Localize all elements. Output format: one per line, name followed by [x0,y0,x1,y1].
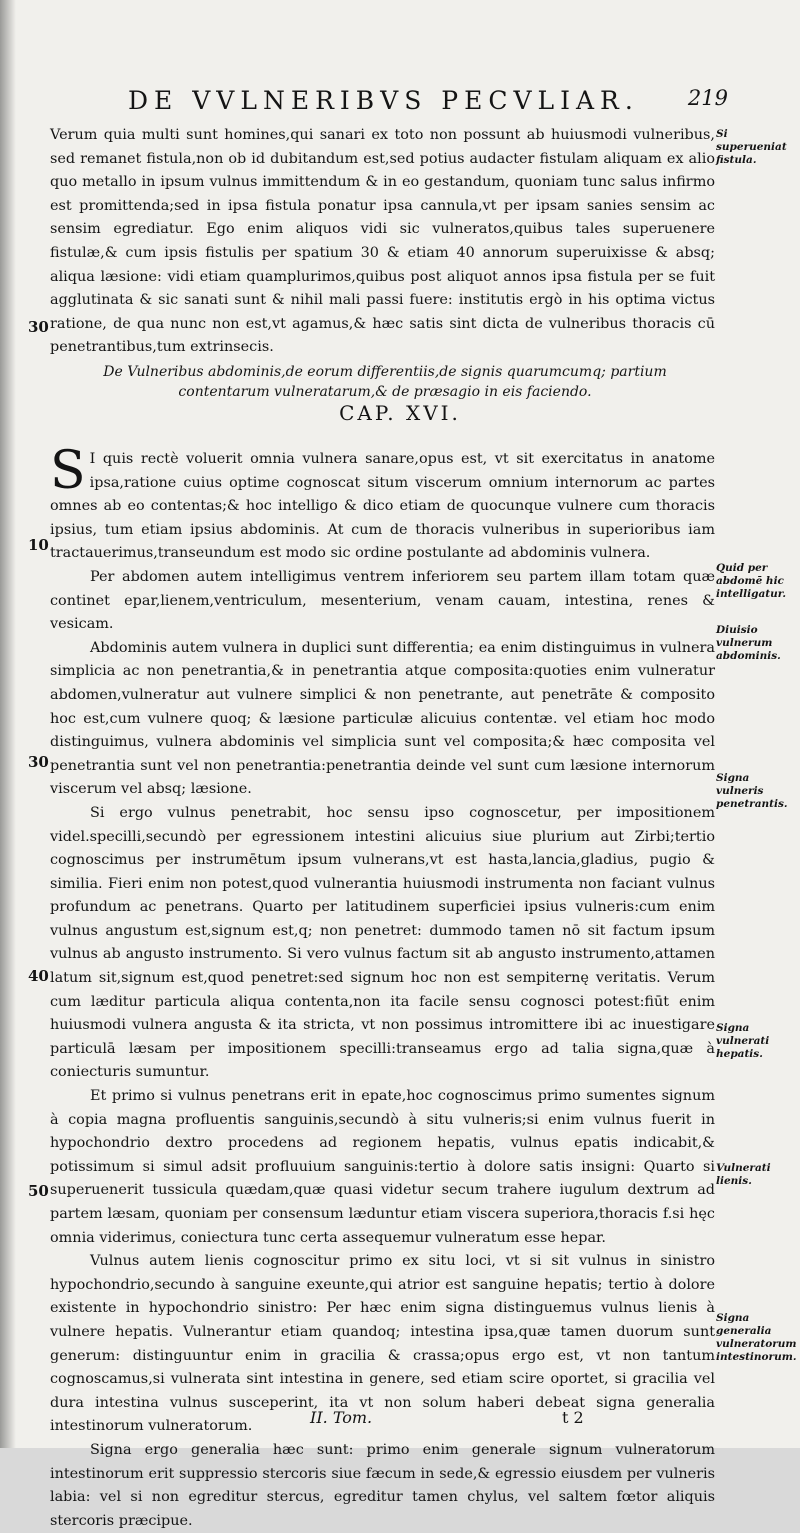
spine-shadow [0,0,16,1448]
line-number: 30 [28,318,49,336]
footer-tome: II. Tom. [310,1408,373,1427]
line-number: 40 [28,967,49,985]
chapter-paragraph: Vulnus autem lienis cognoscitur primo ex situ loci, vt si sit vulnus in sinistro hypochondrio,secundo à sanguine exeunte,qui atrior est sanguine hepatis; tertio à dolore existente in hypochondrio sinistro: Per hæc enim signa distinguemus vulnus lienis à vulnere hepatis. Vulnerantur etiam quandoq; intestina ipsa,quæ tamen duorum sunt generum: distinguuntur enim in gracilia & crassa;opus ergo est, vt non tantum cognoscamus,si vulnerata sint intestina in genere, sed etiam scire oportet, si gracilia vel dura intestina vulnus susceperint, ita vt non solum haberi debeat signa generalia intestinorum vulneratorum. [50,1253,715,1435]
chapter-number: CAP. XVI. [339,401,461,425]
top-paragraph: Verum quia multi sunt homines,qui sanari ex toto non possunt ab huiusmodi vulneribus, sed remanet fistula,non ob id dubitandum est,sed potius audacter fistulam aliquam ex alio quo metallo in ipsum vulnus immittendum & in eo gestandum, quoniam tunc salus infirmo est promittenda;sed in ipsa fistula ponatur ipsa cannula,vt per ipsam sanies sensim ac sensim egrediatur. Ego enim aliquos vidi sic vulneratos,quibus tales superuenere fistulæ,& cum ipsis fistulis per spatium 30 & etiam 40 annorum superuixisse & absq; aliqua læsione: vidi etiam quamplurimos,quibus post aliquot annos ipsa fistula per se fuit agglutinata & sic sanati sunt & nihil mali passi fuere: institutis ergò in his optima victus ratione, de qua nunc non est,vt agamus,& hæc satis sint dicta de vulneribus thoracis cū penetrantibus,tum extrinsecis. [50,127,715,356]
marginal-note: Diuisio vulnerum abdominis. [716,624,781,662]
chapter-paragraph: Abdominis autem vulnera in duplici sunt differentia; ea enim distinguimus in vulnera simplicia ac non penetrantia,& in penetrantia atque composita:quoties enim vulneratur abdomen,vulneratur aut vulnere simplici & non penetrante, aut penetrāte & composito hoc est,cum vulnere quoq; & læsione particulæ alicuius contentæ. vel etiam hoc modo distinguimus, vulnera abdominis vel simplicia sunt vel composita;& hæc composita vel penetrantia sunt vel non penetrantia:penetrantia deinde vel sunt cum læsione internorum viscerum vel absq; læsione. [50,639,715,798]
chapter-paragraph: Et primo si vulnus penetrans erit in epate,hoc cognoscimus primo sumentes signum à copia magna profluentis sanguinis,secundò à situ vulneris;si enim vulnus fuerit in hypochondrio dextro procedens ad regionem hepatis, vulnus epatis indicabit,& potissimum si simul adsit profluuium sanguinis:tertio à dolore satis insigni: Quarto si superuenerit tussicula quædam,quæ quasi videtur secum trahere iugulum dextrum ad partem læsam, quoniam per consensum læduntur etiam viscera superiora,thoracis f.si hęc omnia viderimus, coniectura tunc certa assequemur vulneratum esse hepar. [50,1088,715,1246]
running-title: DE VVLNERIBVS PECVLIAR. [128,86,639,115]
footer-signature: t 2 [562,1408,584,1427]
page-header [128,86,728,120]
chapter-paragraph: Per abdomen autem intelligimus ventrem inferiorem seu partem illam totam quæ continet epar,lienem,ventriculum, mesenterium, venam cauam, intestina, renes & vesicam. [50,568,715,633]
marginal-note: Si superueniat fistula. [716,128,787,166]
marginal-note: Signa generalia vulneratorum intestinorum. [716,1312,797,1363]
chapter-subtitle: De Vulneribus abdominis,de eorum differentiis,de signis quarumcumq; partium contentarum vulneratarum,& de præsagio in eis faciendo. [103,364,667,400]
marginal-note: Vulnerati lienis. [716,1162,771,1187]
chapter-paragraph [50,441,715,566]
line-number: 10 [28,536,49,554]
chapter-paragraph: Signa ergo generalia hæc sunt: primo enim generale signum vulneratorum intestinorum erit suppressio stercoris siue fæcum in sede,& egressio eiusdem per vulneris labia: vel si non egreditur stercus, egreditur tamen chylus, vel saltem fœtor aliquis stercoris præcipue. [50,1441,715,1529]
line-number: 30 [28,753,49,771]
chapter-paragraph-text: I quis rectè voluerit omnia vulnera sanare,opus est, vt sit exercitatus in anatome ipsa,ratione cuius optime cognoscat situm viscerum omnium internorum ac partes omnes ab eo contentas;& hoc intelligo & dico etiam de quocunque vulnere cum thoracis ipsius, tum etiam ipsius abdominis. At cum de thoracis vulneribus in superioribus iam tractauerimus,transeundum est modo sic ordine postulante ad abdominis vulnera. [50,451,715,562]
marginal-note: Quid per abdomē hic intelligatur. [716,562,786,600]
line-number: 50 [28,1182,49,1200]
marginal-note: Signa vulnerati hepatis. [716,1022,770,1060]
page-number: 219 [687,86,728,110]
chapter-body [50,441,715,1533]
marginal-note: Signa vulneris penetrantis. [716,772,788,810]
top-paragraph-block [50,124,715,360]
chapter-paragraph: Si ergo vulnus penetrabit, hoc sensu ipso cognoscetur, per impositionem videl.specilli,secundò per egressionem intestini alicuius siue plurium aut Zirbi;tertio cognoscimus per instrumētum ipsum vulnerans,vt est hasta,lancia,gladius, pugio & similia. Fieri enim non potest,quod vulnerantia huiusmodi instrumenta non faciant vulnus profundum ac penetrans. Quarto per latitudinem superficiei ipsius vulneris:cum enim vulnus angustum est,signum est,q; non penetret: dummodo tamen nō sit factum ipsum vulnus ab angusto instrumento. Si vero vulnus factum sit ab angusto instrumento,attamen latum sit,signum est,quod penetret:sed signum hoc non est sempiternę veritatis. Verum cum læditur particula aliqua contenta,non ita facile sensu cognosci potest:fiūt enim huiusmodi vulnera angusta & ita stricta, vt non possimus intromittere ibi ac inuestigare particulā læsam per impositionem specilli:transeamus ergo ad talia signa,quæ à coniecturis sumuntur. [50,804,715,1081]
drop-cap: S [50,441,86,501]
